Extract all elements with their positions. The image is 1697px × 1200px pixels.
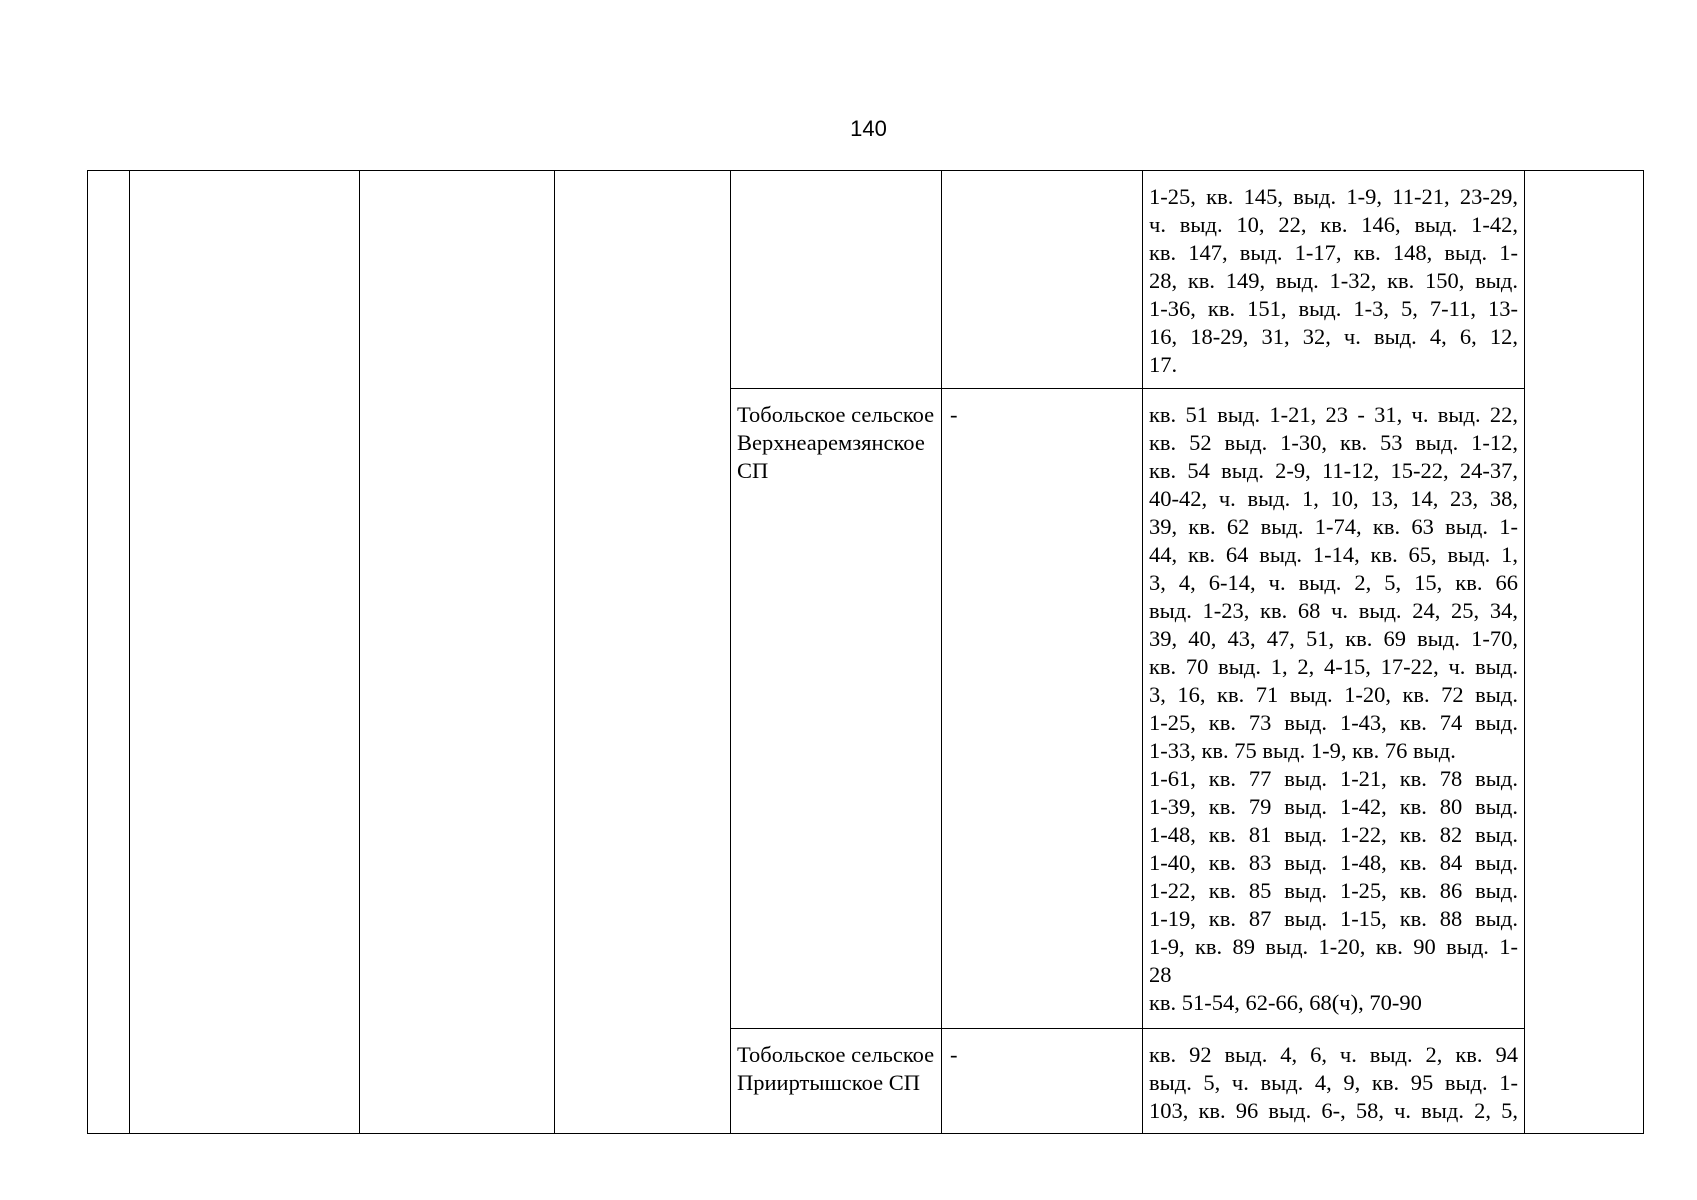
quarters-line: кв. 51-54, 62-66, 68(ч), 70-90 <box>1149 990 1422 1015</box>
quarters-line: 1-33, кв. 75 выд. 1-9, кв. 76 выд. <box>1149 738 1456 763</box>
quarters-line: кв. 52 выд. 1-30, кв. 53 выд. 1-12, <box>1149 430 1518 455</box>
quarters-line: кв. 147, выд. 1-17, кв. 148, выд. 1- <box>1149 240 1518 265</box>
sp-name: Тобольское сельское Верхнеаремзянское СП <box>737 402 935 483</box>
quarters-line: 103, кв. 96 выд. 6-, 58, ч. выд. 2, 5, <box>1149 1098 1518 1123</box>
quarters-cell <box>1143 1029 1525 1134</box>
quarters-line: кв. 70 выд. 1, 2, 4-15, 17-22, ч. выд. <box>1149 654 1518 679</box>
sp-name <box>731 171 941 195</box>
quarters-line: 1-25, кв. 73 выд. 1-43, кв. 74 выд. <box>1149 710 1518 735</box>
quarters-cell <box>1143 389 1525 1029</box>
sp-name-cell <box>731 1029 942 1134</box>
quarters-line-last: 17. <box>1149 352 1178 377</box>
sp-name-cell <box>731 171 942 389</box>
sp-name: Тобольское сельское Прииртышское СП <box>737 1042 935 1095</box>
dash-cell <box>942 389 1143 1029</box>
quarters-line: 1-61, кв. 77 выд. 1-21, кв. 78 выд. <box>1149 766 1518 791</box>
quarters-line: кв. 92 выд. 4, 6, ч. выд. 2, кв. 94 <box>1149 1042 1518 1067</box>
table-cell-empty <box>1525 171 1644 1134</box>
quarters-list <box>1143 389 1524 1025</box>
quarters-line: ч. выд. 10, 22, кв. 146, выд. 1-42, <box>1149 212 1518 237</box>
dash-cell <box>942 171 1143 389</box>
quarters-line: 44, кв. 64 выд. 1-14, кв. 65, выд. 1, <box>1149 542 1518 567</box>
quarters-line: 40-42, ч. выд. 1, 10, 13, 14, 23, 38, <box>1149 486 1518 511</box>
quarters-line: 1-40, кв. 83 выд. 1-48, кв. 84 выд. <box>1149 850 1518 875</box>
quarters-line: 1-19, кв. 87 выд. 1-15, кв. 88 выд. <box>1149 906 1518 931</box>
forestry-table <box>87 170 1644 1134</box>
dash-value: - <box>950 1042 958 1067</box>
quarters-line: 16, 18-29, 31, 32, ч. выд. 4, 6, 12, <box>1149 324 1518 349</box>
sp-name-cell <box>731 389 942 1029</box>
quarters-line: выд. 5, ч. выд. 4, 9, кв. 95 выд. 1- <box>1149 1070 1518 1095</box>
table-cell-empty <box>88 171 130 1134</box>
quarters-line: 1-48, кв. 81 выд. 1-22, кв. 82 выд. <box>1149 822 1518 847</box>
quarters-list <box>1143 1029 1524 1133</box>
quarters-line: 39, кв. 62 выд. 1-74, кв. 63 выд. 1- <box>1149 514 1518 539</box>
table-row <box>88 171 1644 389</box>
quarters-line: 3, 4, 6-14, ч. выд. 2, 5, 15, кв. 66 <box>1149 570 1518 595</box>
quarters-list <box>1143 171 1524 387</box>
table-cell-empty <box>130 171 360 1134</box>
quarters-line: кв. 51 выд. 1-21, 23 - 31, ч. выд. 22, <box>1149 402 1518 427</box>
table-cell-empty <box>360 171 555 1134</box>
dash-value <box>942 171 1142 195</box>
quarters-line: 1-9, кв. 89 выд. 1-20, кв. 90 выд. 1- <box>1149 934 1518 959</box>
dash-value: - <box>950 402 958 427</box>
quarters-line: 3, 16, кв. 71 выд. 1-20, кв. 72 выд. <box>1149 682 1518 707</box>
quarters-line: выд. 1-23, кв. 68 ч. выд. 24, 25, 34, <box>1149 598 1518 623</box>
quarters-line: 39, 40, 43, 47, 51, кв. 69 выд. 1-70, <box>1149 626 1518 651</box>
page-number: 140 <box>850 116 887 141</box>
quarters-line: 1-25, кв. 145, выд. 1-9, 11-21, 23-29, <box>1149 184 1518 209</box>
dash-cell <box>942 1029 1143 1134</box>
quarters-line: 1-36, кв. 151, выд. 1-3, 5, 7-11, 13- <box>1149 296 1518 321</box>
quarters-cell <box>1143 171 1525 389</box>
quarters-line: 28 <box>1149 962 1172 987</box>
quarters-line: 1-22, кв. 85 выд. 1-25, кв. 86 выд. <box>1149 878 1518 903</box>
table-cell-empty <box>555 171 731 1134</box>
quarters-line: 28, кв. 149, выд. 1-32, кв. 150, выд. <box>1149 268 1518 293</box>
quarters-line: кв. 54 выд. 2-9, 11-12, 15-22, 24-37, <box>1149 458 1518 483</box>
quarters-line: 1-39, кв. 79 выд. 1-42, кв. 80 выд. <box>1149 794 1518 819</box>
